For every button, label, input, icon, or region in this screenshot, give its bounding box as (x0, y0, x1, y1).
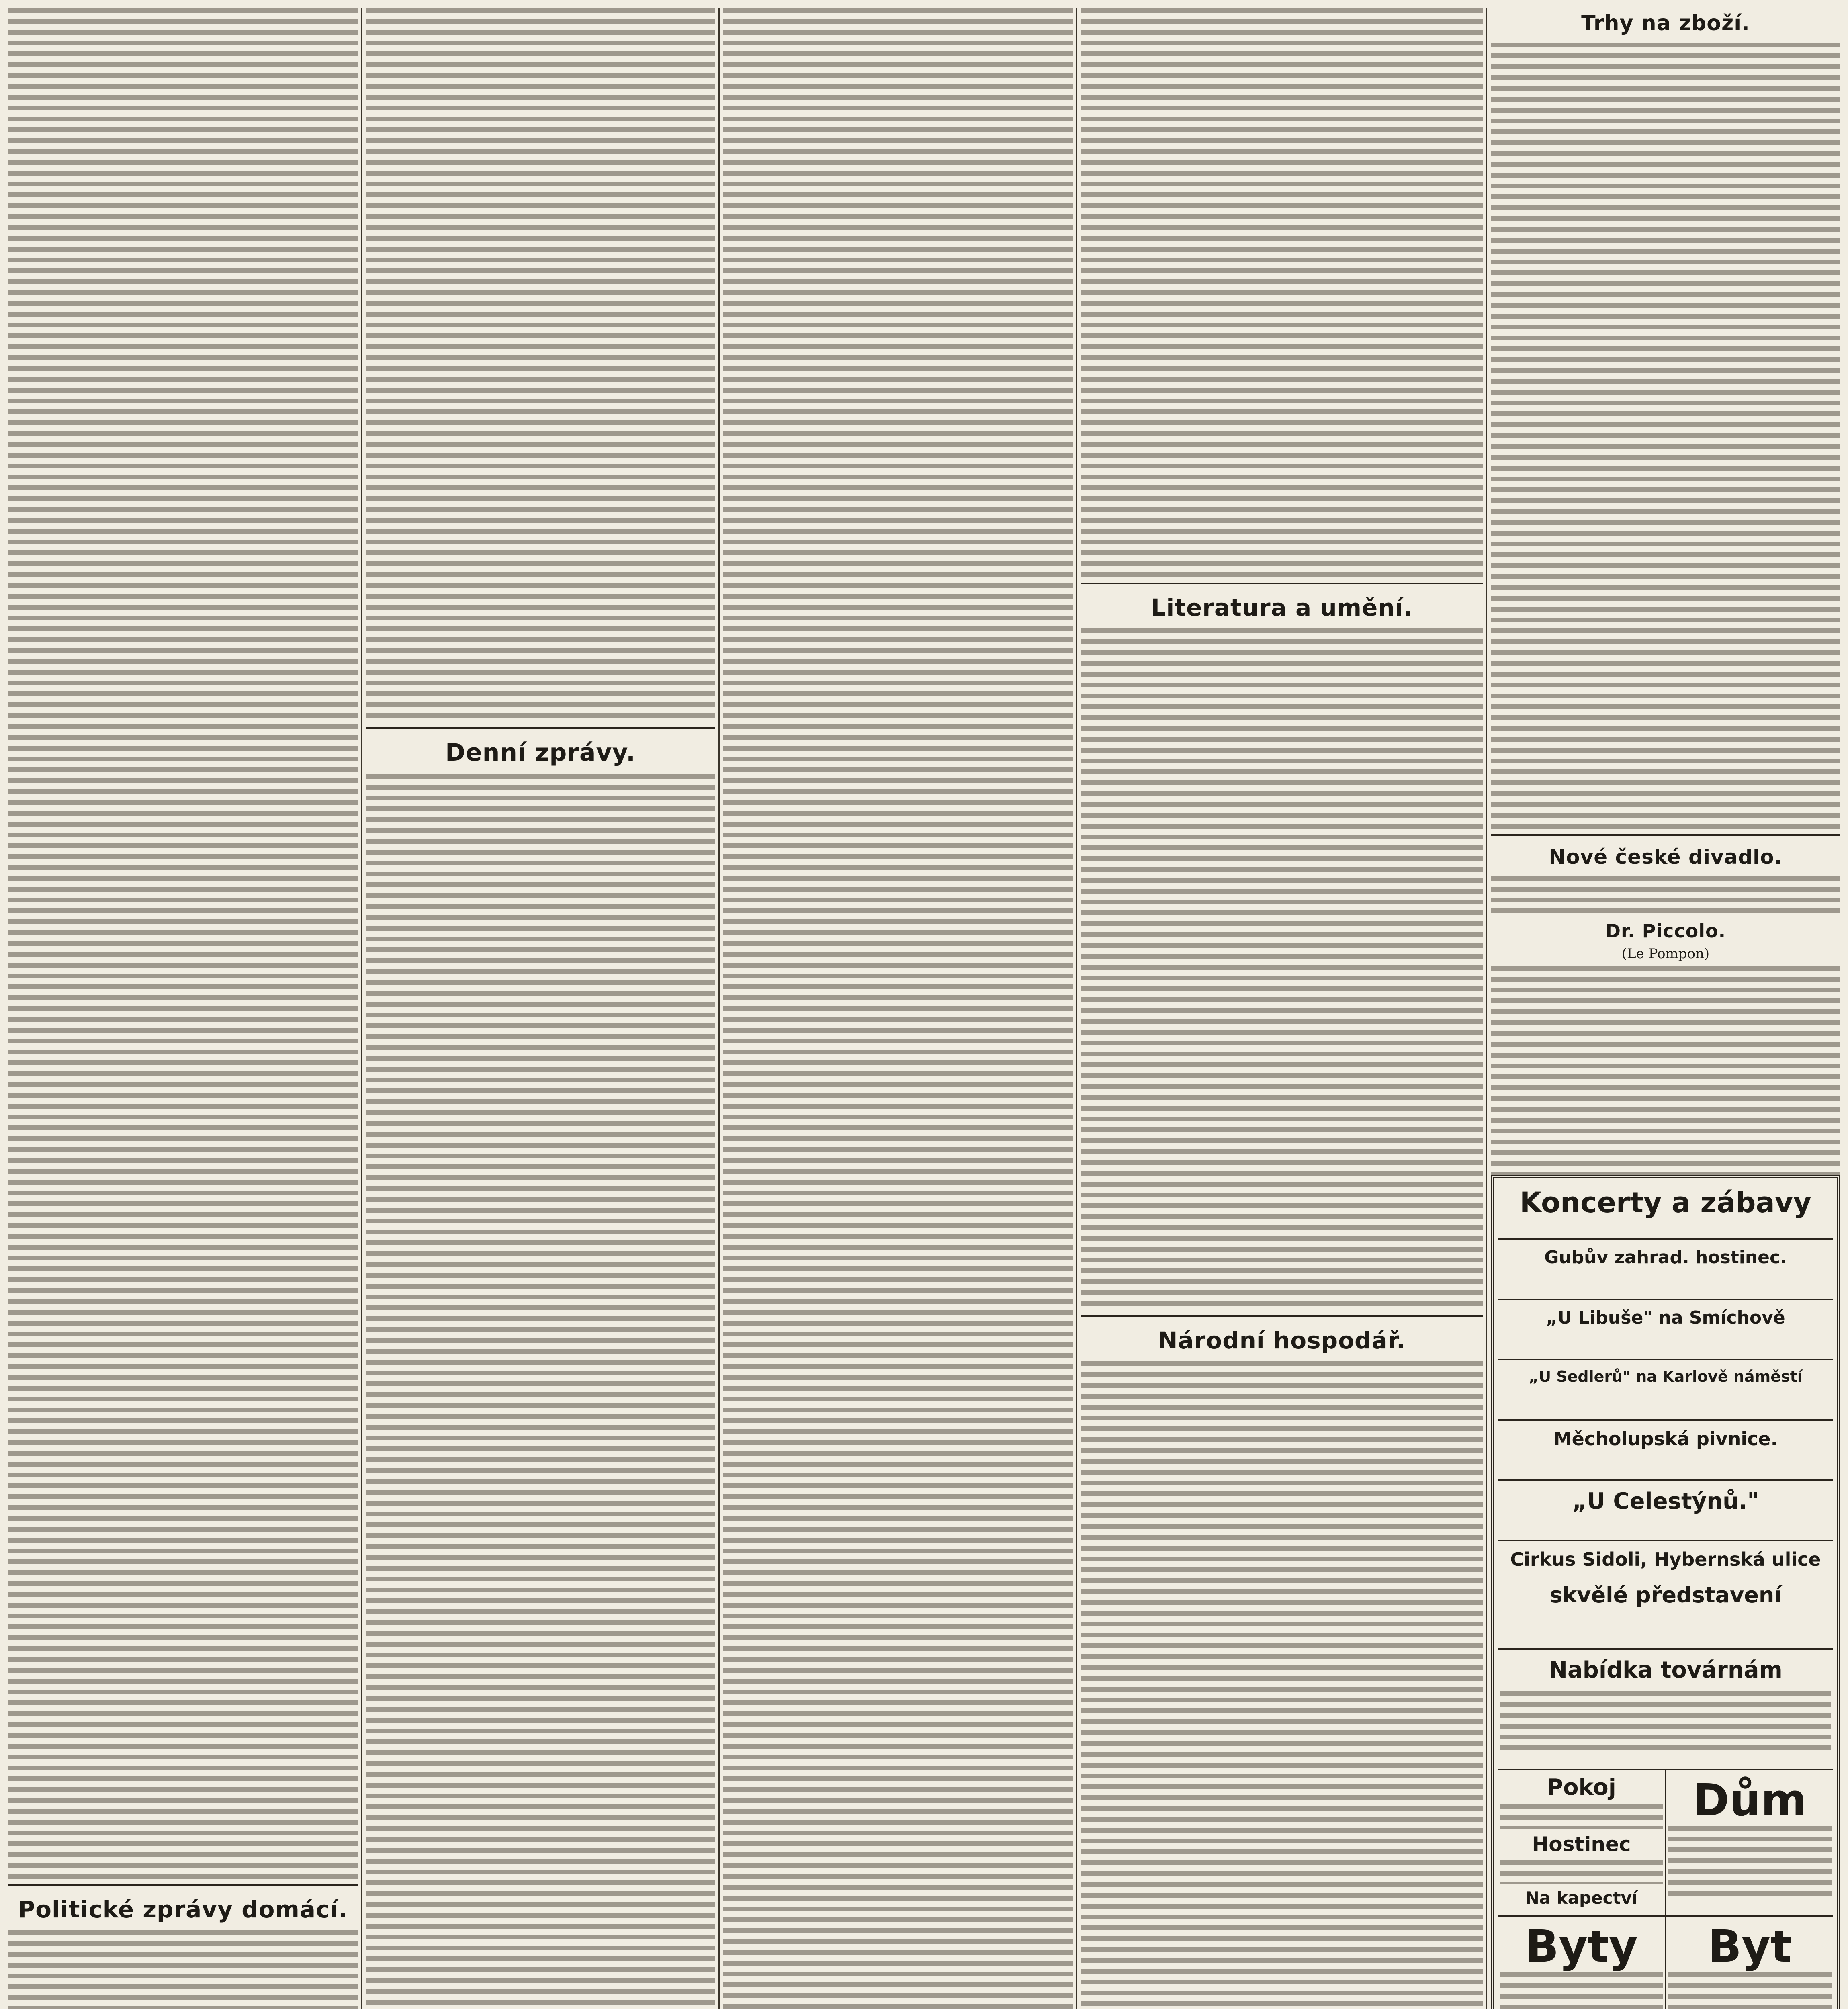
section-divider (1081, 1315, 1483, 1317)
column-rule (361, 8, 362, 2009)
section-title-politicke-zpravy: Politické zprávy domácí. (18, 1896, 348, 1923)
column-4 (1081, 8, 1483, 2009)
ad-panel (1491, 1175, 1840, 2009)
article-text (366, 8, 715, 723)
article-text (1081, 1361, 1483, 2009)
ad-row-byty-byt (1498, 1917, 1833, 2009)
section-title-trhy: Trhy na zboží. (1581, 11, 1750, 35)
section-divider (8, 1884, 358, 1886)
theatre-text (1491, 966, 1840, 1175)
ad-byty: Byty (1498, 1917, 1665, 2009)
ad-pokoj: Pokoj Hostinec Na kapectví (1498, 1770, 1665, 1915)
column-3 (723, 8, 1073, 2009)
section-divider (1491, 834, 1840, 836)
ad-celestynu: „U Celestýnů." (1498, 1481, 1833, 1541)
article-text (366, 774, 715, 2009)
section-divider (1081, 583, 1483, 584)
theatre-play-subtitle: (Le Pompon) (1621, 946, 1710, 962)
column-rule (1486, 8, 1487, 2009)
column-5 (1491, 8, 1840, 2009)
article-text (8, 8, 358, 1880)
column-rule (718, 8, 720, 2009)
theatre-play-title: Dr. Piccolo. (1605, 920, 1726, 942)
ad-nabidka: Nabídka továrnám (1498, 1650, 1833, 1770)
article-text (8, 1930, 358, 2009)
article-text (723, 8, 1073, 2009)
column-rule (1076, 8, 1077, 2009)
ad-sedleru: „U Sedlerů" na Karlově náměstí (1498, 1360, 1833, 1421)
ad-row-pokoj-dum (1498, 1770, 1833, 1917)
article-text (1491, 43, 1840, 830)
ad-dum: Dům (1665, 1770, 1833, 1915)
ad-mecholupska: Měcholupská pivnice. (1498, 1421, 1833, 1481)
article-text (1081, 8, 1483, 579)
column-2 (366, 8, 715, 2009)
theatre-text (1491, 876, 1840, 916)
ad-libuse: „U Libuše" na Smíchově (1498, 1300, 1833, 1360)
section-title-denni-zpravy: Denní zprávy. (445, 739, 636, 767)
section-divider (366, 727, 715, 729)
section-title-nove-divadlo: Nové české divadlo. (1549, 845, 1783, 869)
section-title-narodni-hospodar: Národní hospodář. (1158, 1327, 1406, 1354)
section-title-literatura: Literatura a umění. (1151, 594, 1413, 621)
ad-byt: Byt (1665, 1917, 1833, 2009)
ad-koncerty: Koncerty a zábavy (1498, 1182, 1833, 1240)
ad-gubuv: Gubův zahrad. hostinec. (1498, 1240, 1833, 1300)
article-text (1081, 628, 1483, 1311)
ad-cirkus: Cirkus Sidoli, Hybernská ulice skvělé představení (1498, 1541, 1833, 1650)
column-1 (8, 8, 358, 2009)
